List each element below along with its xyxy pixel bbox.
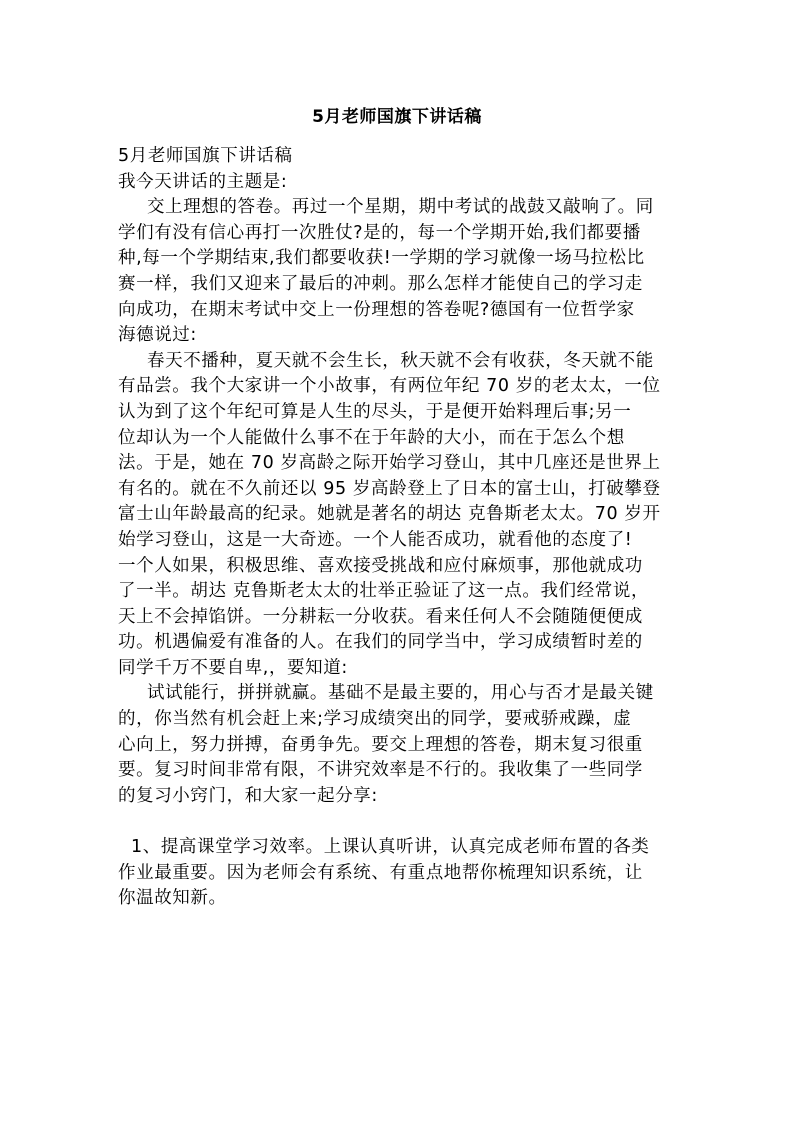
paragraph-line: 的复习小窍门，和大家一起分享: — [118, 785, 378, 806]
document-title: 5月老师国旗下讲话稿 — [312, 107, 482, 127]
paragraph-3 — [118, 681, 698, 809]
paragraph-line: 有品尝。我个大家讲一个小故事，有两位年纪 70 岁的老太太，一位 — [118, 376, 661, 397]
paragraph-1 — [118, 195, 698, 349]
paragraph-line: 法。于是，她在 70 岁高龄之际开始学习登山，其中几座还是世界上 — [118, 453, 661, 474]
document-subtitle: 5月老师国旗下讲话稿 — [118, 146, 293, 166]
intro-line: 我今天讲话的主题是: — [118, 171, 288, 192]
paragraph-line: 向成功，在期末考试中交上一份理想的答卷呢?德国有一位哲学家 — [118, 299, 635, 320]
paragraph-line: 了一半。胡达 克鲁斯老太太的壮举正验证了这一点。我们经常说， — [118, 581, 650, 602]
paragraph-line: 交上理想的答卷。再过一个星期，期中考试的战鼓又敲响了。同 — [147, 197, 654, 218]
list-item-1 — [118, 835, 698, 912]
paragraph-line: 学们有没有信心再打一次胜仗?是的，每一个学期开始,我们都要播 — [118, 222, 641, 243]
blank-line — [118, 809, 698, 835]
paragraph-line: 始学习登山，这是一大奇迹。一个人能否成功，就看他的态度了! — [118, 529, 633, 550]
paragraph-line: 天上不会掉馅饼。一分耕耘一分收获。看来任何人不会随随便便成 — [118, 606, 643, 627]
list-item-line: 你温故知新。 — [118, 888, 227, 909]
paragraph-line: 要。复习时间非常有限，不讲究效率是不行的。我收集了一些同学 — [118, 760, 643, 781]
document-body — [118, 144, 698, 912]
paragraph-2 — [118, 349, 698, 682]
paragraph-line: 试试能行，拼拼就赢。基础不是最主要的，用心与否才是最关键 — [147, 683, 654, 704]
paragraph-line: 同学千万不要自卑,，要知道: — [118, 657, 348, 678]
paragraph-line: 心向上，努力拼搏，奋勇争先。要交上理想的答卷，期末复习很重 — [118, 734, 643, 755]
paragraph-line: 种,每一个学期结束,我们都要收获!一学期的学习就像一场马拉松比 — [118, 248, 645, 269]
list-item-line: 作业最重要。因为老师会有系统、有重点地帮你梳理知识系统，让 — [118, 862, 643, 883]
list-item-line: 1、提高课堂学习效率。上课认真听讲，认真完成老师布置的各类 — [131, 837, 650, 858]
paragraph-line: 认为到了这个年纪可算是人生的尽头，于是便开始料理后事;另一 — [118, 401, 632, 422]
paragraph-line: 春天不播种，夏天就不会生长，秋天就不会有收获，冬天就不能 — [147, 350, 654, 371]
paragraph-line: 功。机遇偏爱有准备的人。在我们的同学当中，学习成绩暂时差的 — [118, 632, 643, 653]
paragraph-line: 赛一样，我们又迎来了最后的冲刺。那么怎样才能使自己的学习走 — [118, 273, 643, 294]
paragraph-line: 的，你当然有机会赶上来;学习成绩突出的同学，要戒骄戒躁，虚 — [118, 709, 632, 730]
paragraph-line: 有名的。就在不久前还以 95 岁高龄登上了日本的富士山，打破攀登 — [118, 478, 661, 499]
paragraph-line: 位却认为一个人能做什么事不在于年龄的大小，而在于怎么个想 — [118, 427, 625, 448]
paragraph-line: 一个人如果，积极思维、喜欢接受挑战和应付麻烦事，那他就成功 — [118, 555, 643, 576]
paragraph-line: 海德说过: — [118, 325, 197, 346]
paragraph-line: 富士山年龄最高的纪录。她就是著名的胡达 克鲁斯老太太。70 岁开 — [118, 504, 661, 525]
